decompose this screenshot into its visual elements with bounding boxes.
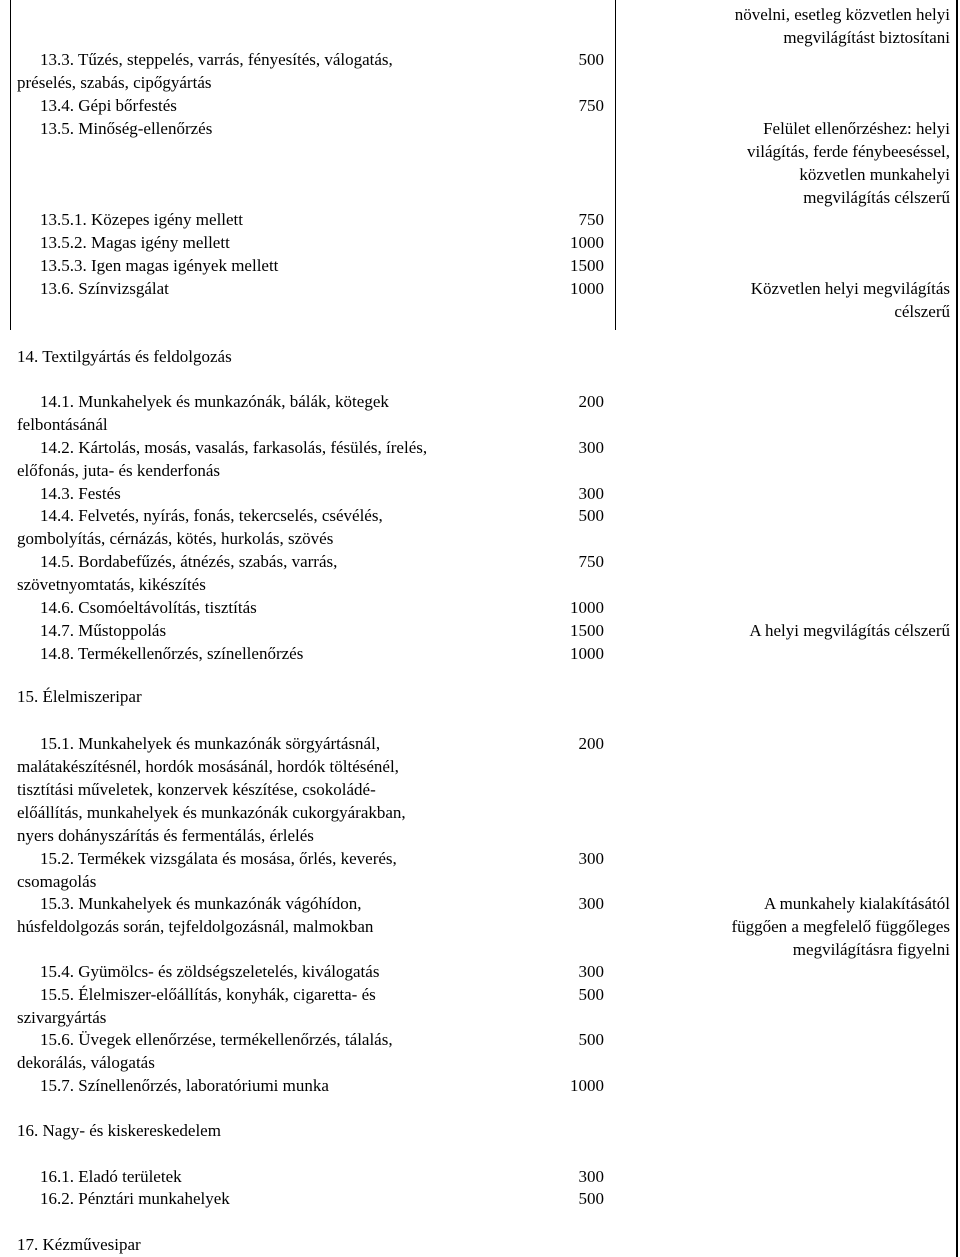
row-13-5-2-value: 1000: [570, 233, 604, 252]
column-divider-left: [10, 0, 11, 330]
row-14-4-line2: gombolyítás, cérnázás, kötés, hurkolás, szövés: [17, 529, 334, 548]
row-13-5-3: 13.5.3. Igen magas igények mellett: [40, 256, 279, 275]
row-14-3-value: 300: [578, 484, 604, 503]
row-14-1-line1: 14.1. Munkahelyek és munkazónák, bálák, kötegek: [40, 392, 389, 411]
row-14-5-value: 750: [578, 552, 604, 571]
row-13-5-3-value: 1500: [570, 256, 604, 275]
row-16-2: 16.2. Pénztári munkahelyek: [40, 1189, 230, 1208]
row-15-3-line1: 15.3. Munkahelyek és munkazónák vágóhídon,: [40, 894, 362, 913]
row-13-4-value: 750: [578, 96, 604, 115]
row-14-2-line2: előfonás, juta- és kenderfonás: [17, 461, 220, 480]
row-14-2-line1: 14.2. Kártolás, mosás, vasalás, farkasolás, fésülés, írelés,: [40, 438, 428, 457]
row-15-2-value: 300: [578, 849, 604, 868]
row-15-4: 15.4. Gyümölcs- és zöldségszeletelés, kiválogatás: [40, 962, 380, 981]
row-14-2-value: 300: [578, 438, 604, 457]
note-13-5-line2: világítás, ferde fénybeeséssel,: [747, 142, 950, 161]
note-13-6-line2: célszerű: [894, 302, 950, 321]
row-15-6-value: 500: [578, 1030, 604, 1049]
row-14-7-value: 1500: [570, 621, 604, 640]
note-13-5-line1: Felület ellenőrzéshez: helyi: [763, 119, 950, 138]
row-13-6-value: 1000: [570, 279, 604, 298]
column-divider-right: [956, 0, 958, 1257]
row-15-3-value: 300: [578, 894, 604, 913]
row-16-1-value: 300: [578, 1167, 604, 1186]
row-14-3: 14.3. Festés: [40, 484, 121, 503]
row-14-5-line2: szövetnyomtatás, kikészítés: [17, 575, 206, 594]
row-13-5: 13.5. Minőség-ellenőrzés: [40, 119, 213, 138]
row-15-6-line1: 15.6. Üvegek ellenőrzése, termékellenőrzés, tálalás,: [40, 1030, 393, 1049]
row-14-7: 14.7. Műstoppolás: [40, 621, 167, 640]
row-13-3-value: 500: [578, 50, 604, 69]
row-14-6: 14.6. Csomóeltávolítás, tisztítás: [40, 598, 257, 617]
row-13-5-1: 13.5.1. Közepes igény mellett: [40, 210, 244, 229]
row-14-4-value: 500: [578, 506, 604, 525]
row-14-5-line1: 14.5. Bordabefűzés, átnézés, szabás, varrás,: [40, 552, 338, 571]
row-14-1-value: 200: [578, 392, 604, 411]
row-15-1-line2: malátakészítésnél, hordók mosásánál, hordók töltésénél,: [17, 757, 399, 776]
row-14-4-line1: 14.4. Felvetés, nyírás, fonás, tekercselés, csévélés,: [40, 506, 383, 525]
row-15-4-value: 300: [578, 962, 604, 981]
note-13-6-line1: Közvetlen helyi megvilágítás: [750, 279, 950, 298]
row-14-8: 14.8. Termékellenőrzés, színellenőrzés: [40, 644, 304, 663]
row-16-1: 16.1. Eladó területek: [40, 1167, 182, 1186]
row-15-1-line4: előállítás, munkahelyek és munkazónák cukorgyárakban,: [17, 803, 406, 822]
row-15-2-line1: 15.2. Termékek vizsgálata és mosása, őrlés, keverés,: [40, 849, 397, 868]
row-14-8-value: 1000: [570, 644, 604, 663]
section-14-title: 14. Textilgyártás és feldolgozás: [17, 347, 232, 366]
column-divider-middle: [615, 0, 616, 330]
note-13-5-line3: közvetlen munkahelyi: [799, 165, 950, 184]
section-17-title: 17. Kézművesipar: [17, 1235, 141, 1254]
row-15-5-value: 500: [578, 985, 604, 1004]
row-15-3-line2: húsfeldolgozás során, tejfeldolgozásnál, malmokban: [17, 917, 374, 936]
row-13-4: 13.4. Gépi bőrfestés: [40, 96, 177, 115]
row-13-3-line1: 13.3. Tűzés, steppelés, varrás, fényesítés, válogatás,: [40, 50, 393, 69]
section-15-title: 15. Élelmiszeripar: [17, 687, 142, 706]
row-15-5-line2: szivargyártás: [17, 1008, 107, 1027]
row-15-1-value: 200: [578, 734, 604, 753]
note-top-line1: növelni, esetleg közvetlen helyi: [734, 5, 950, 24]
row-13-5-2: 13.5.2. Magas igény mellett: [40, 233, 230, 252]
row-13-6: 13.6. Színvizsgálat: [40, 279, 169, 298]
row-15-1-line5: nyers dohányszárítás és fermentálás, érlelés: [17, 826, 314, 845]
row-15-1-line1: 15.1. Munkahelyek és munkazónák sörgyártásnál,: [40, 734, 381, 753]
note-15-3-line3: megvilágításra figyelni: [792, 940, 950, 959]
row-15-2-line2: csomagolás: [17, 872, 97, 891]
row-15-1-line3: tisztítási műveletek, konzervek készítése, csokoládé-: [17, 780, 376, 799]
row-13-5-1-value: 750: [578, 210, 604, 229]
note-14-7: A helyi megvilágítás célszerű: [749, 621, 950, 640]
section-16-title: 16. Nagy- és kiskereskedelem: [17, 1121, 221, 1140]
row-15-7: 15.7. Színellenőrzés, laboratóriumi munka: [40, 1076, 329, 1095]
row-15-5-line1: 15.5. Élelmiszer-előállítás, konyhák, cigaretta- és: [40, 985, 376, 1004]
row-13-3-line2: préselés, szabás, cipőgyártás: [17, 73, 212, 92]
note-15-3-line2: függően a megfelelő függőleges: [731, 917, 950, 936]
row-16-2-value: 500: [578, 1189, 604, 1208]
row-14-1-line2: felbontásánál: [17, 415, 108, 434]
note-top-line2: megvilágítást biztosítani: [783, 28, 950, 47]
row-15-6-line2: dekorálás, válogatás: [17, 1053, 155, 1072]
row-14-6-value: 1000: [570, 598, 604, 617]
note-15-3-line1: A munkahely kialakításától: [763, 894, 950, 913]
row-15-7-value: 1000: [570, 1076, 604, 1095]
note-13-5-line4: megvilágítás célszerű: [803, 188, 950, 207]
